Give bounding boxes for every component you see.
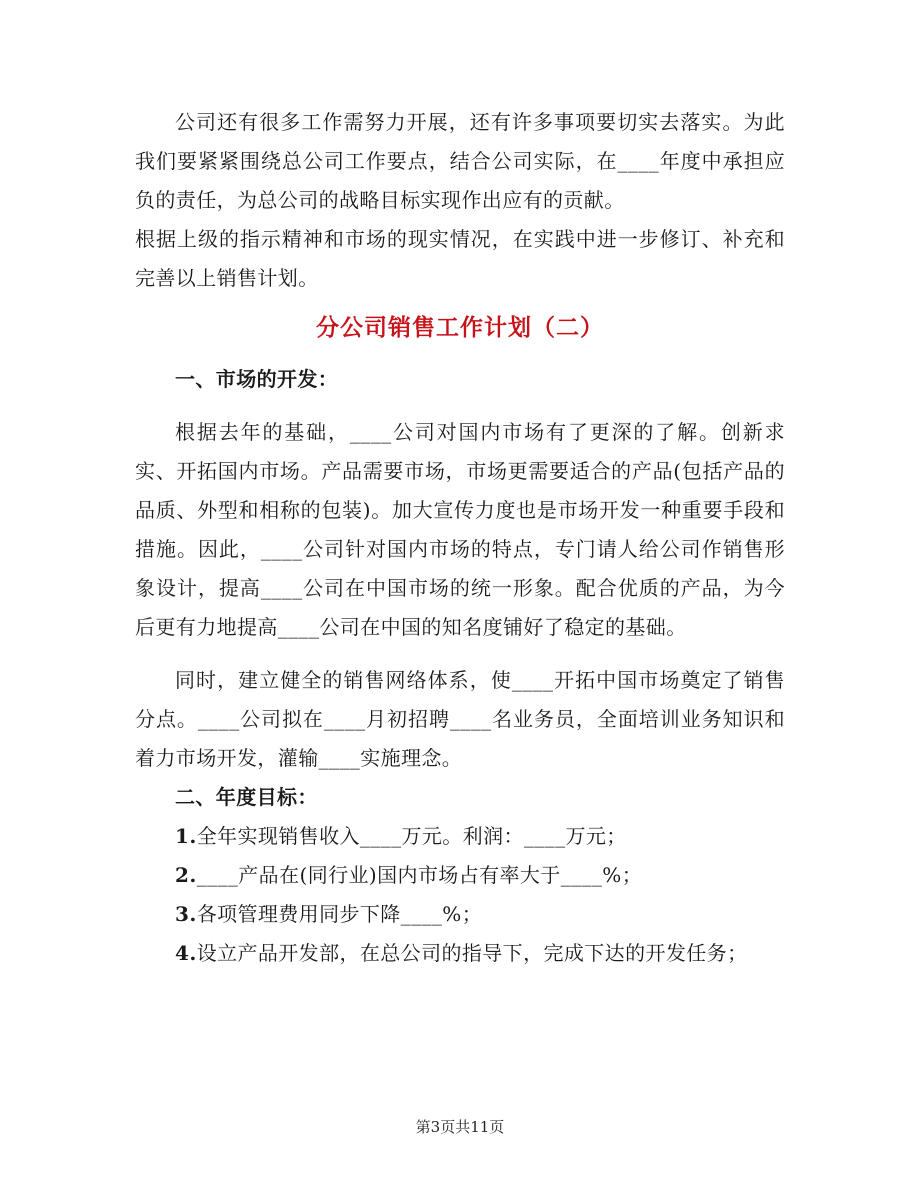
target-item-4 bbox=[135, 934, 785, 973]
target-item-text: ____产品在(同行业)国内市场占有率大于____%； bbox=[196, 863, 643, 887]
page-number-footer: 第3页共11页 bbox=[415, 1118, 505, 1136]
intro-paragraph-2: 根据上级的指示精神和市场的现实情况，在实践中进一步修订、补充和完善以上销售计划。 bbox=[135, 227, 785, 290]
target-item-number: 4. bbox=[175, 941, 197, 965]
target-item-number: 1. bbox=[175, 824, 197, 848]
target-item-text: 设立产品开发部，在总公司的指导下，完成下达的开发任务； bbox=[196, 941, 748, 965]
market-paragraph-1: 根据去年的基础，____公司对国内市场有了更深的了解。创新求实、开拓国内市场。产品需要市场，市场更需要适合的产品(包括产品的品质、外型和相称的包装)。加大宣传力度也是市场开发一种重要手段和措施。因此，____公司针对国内市场的特点，专门请人给公司作销售形象设计，提高____公司在中国市场的统一形象。配合优质的产品，为今后更有力地提高____公司在中国的知名度铺好了稳定的基础。 bbox=[135, 420, 785, 639]
target-item-text: 各项管理费用同步下降____%； bbox=[196, 902, 483, 926]
section-heading-market-development: 一、市场的开发： bbox=[175, 367, 339, 391]
target-item-number: 3. bbox=[175, 902, 197, 926]
intro-paragraph-1: 公司还有很多工作需努力开展，还有许多事项要切实去落实。为此我们要紧紧围绕总公司工作要点，结合公司实际，在____年度中承担应负的责任，为总公司的战略目标实现作出应有的贡献。 bbox=[135, 110, 785, 212]
document-title: 分公司销售工作计划（二） bbox=[316, 314, 604, 341]
target-item-text: 全年实现销售收入____万元。利润：____万元； bbox=[196, 824, 627, 848]
document-body bbox=[135, 103, 785, 973]
target-item-2 bbox=[135, 856, 785, 895]
target-item-number: 2. bbox=[175, 863, 197, 887]
target-item-3 bbox=[135, 895, 785, 934]
target-item-1 bbox=[135, 817, 785, 856]
section-heading-annual-targets: 二、年度目标： bbox=[175, 785, 318, 809]
market-paragraph-2: 同时，建立健全的销售网络体系，使____开拓中国市场奠定了销售分点。____公司拟在____月初招聘____名业务员，全面培训业务知识和着力市场开发，灌输____实施理念。 bbox=[135, 668, 785, 770]
